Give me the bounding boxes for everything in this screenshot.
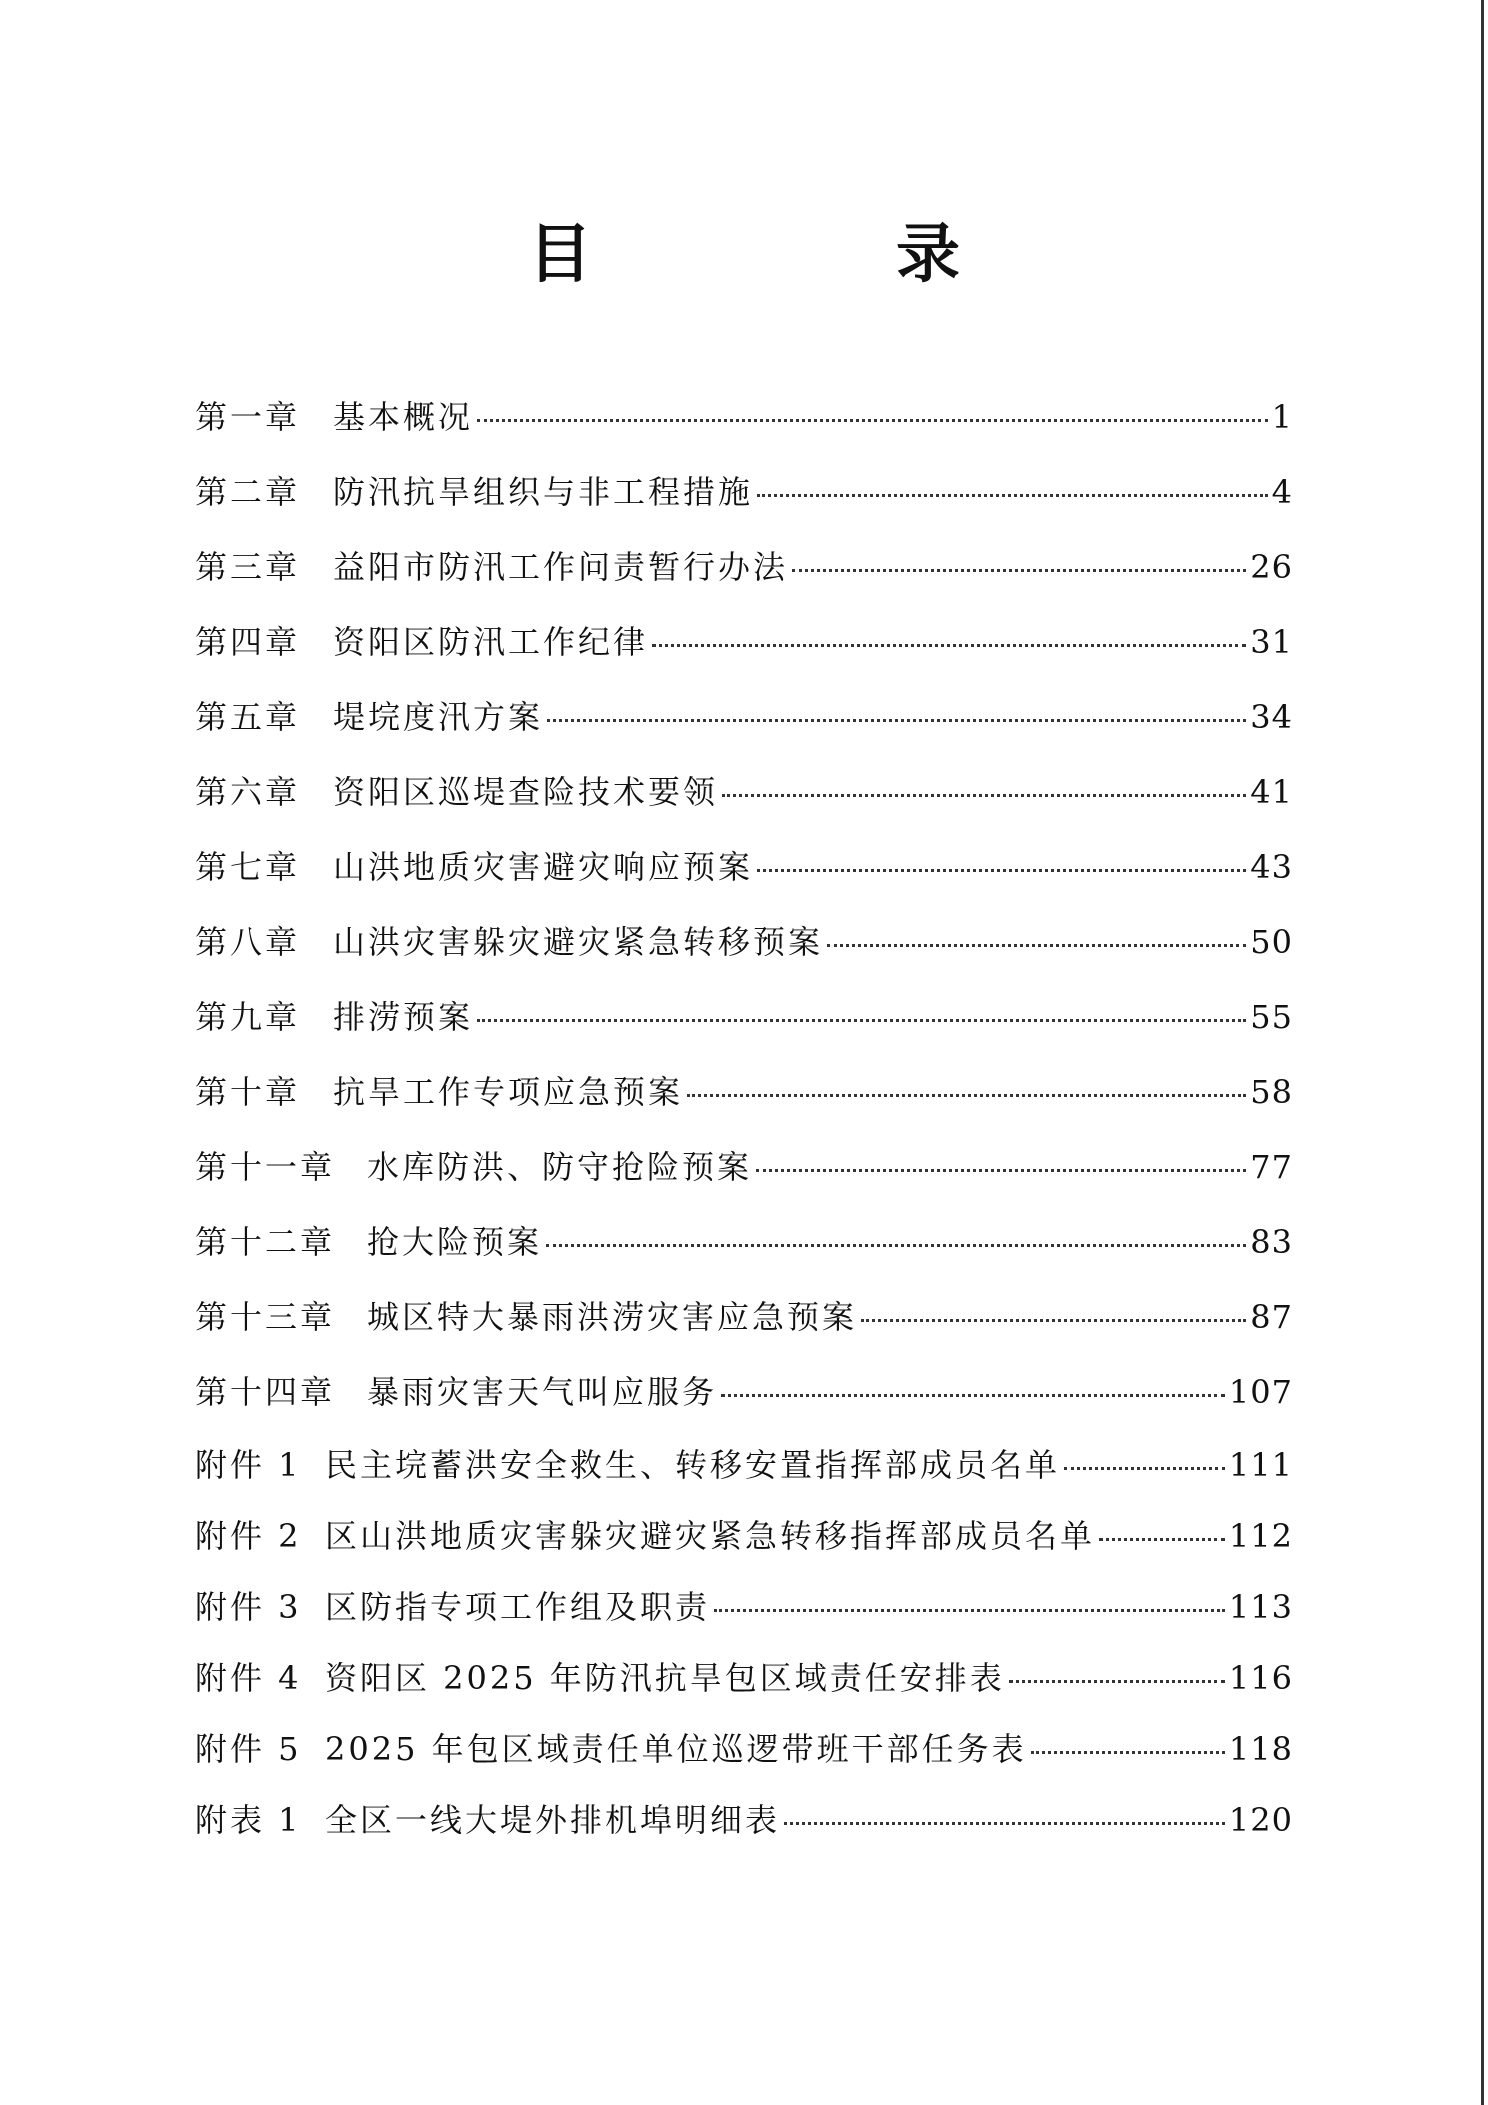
toc-entry-page: 31 (1250, 623, 1293, 661)
toc-entry-number: 第九章 (195, 998, 301, 1036)
toc-entry[interactable] (195, 1130, 1293, 1205)
toc-entry[interactable] (195, 605, 1293, 680)
toc-entry-page: 1 (1271, 398, 1293, 436)
toc-entry[interactable] (195, 380, 1293, 455)
dot-leader (861, 1319, 1246, 1322)
toc-entry-number: 第十一章 (195, 1148, 336, 1186)
toc-entry-page: 116 (1228, 1659, 1293, 1697)
toc-entry-page: 4 (1271, 473, 1293, 511)
toc-entry-number: 附件 1 (195, 1446, 302, 1484)
toc-entry-page: 55 (1250, 998, 1293, 1036)
toc-entry-title: 水库防洪、防守抢险预案 (367, 1148, 753, 1186)
toc-entry-number: 第六章 (195, 773, 301, 811)
toc-entry-number: 第十章 (195, 1073, 301, 1111)
toc-entry[interactable] (195, 1205, 1293, 1280)
dot-leader (477, 1019, 1246, 1022)
toc-entry-page: 107 (1228, 1373, 1293, 1411)
toc-entry-title: 山洪地质灾害避灾响应预案 (333, 848, 754, 886)
dot-leader (687, 1094, 1246, 1097)
toc-appendix-entry[interactable] (195, 1572, 1293, 1643)
toc-entry-page: 43 (1250, 848, 1293, 886)
toc-entry[interactable] (195, 680, 1293, 755)
toc-entry-title: 2025 年包区域责任单位巡逻带班干部任务表 (325, 1730, 1027, 1768)
dot-leader (792, 569, 1246, 572)
toc-entry-page: 120 (1228, 1801, 1293, 1839)
toc-appendix-entry[interactable] (195, 1714, 1293, 1785)
dot-leader (477, 419, 1268, 422)
toc-entry-title: 抗旱工作专项应急预案 (333, 1073, 684, 1111)
toc-entry-title: 暴雨灾害天气叫应服务 (367, 1373, 718, 1411)
dot-leader (547, 719, 1246, 722)
toc-entry-page: 113 (1228, 1588, 1293, 1626)
page-title: 目 录 (528, 217, 1080, 292)
dot-leader (714, 1609, 1225, 1612)
toc-entry-title: 益阳市防汛工作问责暂行办法 (333, 548, 789, 586)
toc-entry[interactable] (195, 905, 1293, 980)
page-edge-rule (1481, 0, 1484, 2105)
toc-entry-page: 87 (1250, 1298, 1293, 1336)
toc-entry-title: 山洪灾害躲灾避灾紧急转移预案 (333, 923, 824, 961)
toc-entry-title: 防汛抗旱组织与非工程措施 (333, 473, 754, 511)
toc-entry-number: 第一章 (195, 398, 301, 436)
toc-appendix-entry[interactable] (195, 1643, 1293, 1714)
toc-entry-number: 第十三章 (195, 1298, 336, 1336)
toc-appendix-entry[interactable] (195, 1785, 1293, 1856)
toc-entry-number: 第七章 (195, 848, 301, 886)
toc-entry-title: 排涝预案 (333, 998, 474, 1036)
toc-entry-page: 34 (1250, 698, 1293, 736)
toc-entry-title: 堤垸度汛方案 (333, 698, 544, 736)
toc-entry[interactable] (195, 1280, 1293, 1355)
toc-entry-title: 全区一线大堤外排机埠明细表 (325, 1801, 781, 1839)
dot-leader (1009, 1680, 1225, 1683)
toc-entry[interactable] (195, 1055, 1293, 1130)
toc-entry-number: 附件 4 (195, 1659, 302, 1697)
toc-entry-number: 第十二章 (195, 1223, 336, 1261)
toc-entry-title: 城区特大暴雨洪涝灾害应急预案 (367, 1298, 858, 1336)
toc-entry[interactable] (195, 980, 1293, 1055)
dot-leader (546, 1244, 1246, 1247)
dot-leader (757, 869, 1246, 872)
toc-entry-title: 区山洪地质灾害躲灾避灾紧急转移指挥部成员名单 (325, 1517, 1096, 1555)
toc-entry-page: 118 (1228, 1730, 1293, 1768)
toc-entry[interactable] (195, 455, 1293, 530)
dot-leader (1031, 1751, 1225, 1754)
toc-entry-title: 抢大险预案 (367, 1223, 543, 1261)
toc-entry-number: 附件 2 (195, 1517, 302, 1555)
toc-entry-title: 资阳区 2025 年防汛抗旱包区域责任安排表 (325, 1659, 1005, 1697)
toc-entry-number: 第十四章 (195, 1373, 336, 1411)
toc-entry[interactable] (195, 830, 1293, 905)
dot-leader (1064, 1467, 1225, 1470)
dot-leader (652, 644, 1246, 647)
toc-entry-title: 民主垸蓄洪安全救生、转移安置指挥部成员名单 (325, 1446, 1061, 1484)
toc-entry[interactable] (195, 530, 1293, 605)
dot-leader (721, 1394, 1225, 1397)
toc-entry-number: 附件 5 (195, 1730, 302, 1768)
toc-appendix-entry[interactable] (195, 1501, 1293, 1572)
toc-entry-title: 资阳区防汛工作纪律 (333, 623, 649, 661)
dot-leader (756, 1169, 1246, 1172)
toc-entry-number: 附表 1 (195, 1801, 302, 1839)
toc-entry[interactable] (195, 755, 1293, 830)
dot-leader (827, 944, 1246, 947)
toc-entry[interactable] (195, 1355, 1293, 1430)
dot-leader (784, 1822, 1225, 1825)
dot-leader (1099, 1538, 1225, 1541)
toc-entry-page: 50 (1250, 923, 1293, 961)
toc-entry-number: 第三章 (195, 548, 301, 586)
toc-entry-number: 第八章 (195, 923, 301, 961)
table-of-contents (195, 380, 1293, 1856)
toc-entry-number: 附件 3 (195, 1588, 302, 1626)
toc-entry-title: 基本概况 (333, 398, 474, 436)
toc-entry-title: 区防指专项工作组及职责 (325, 1588, 711, 1626)
toc-entry-title: 资阳区巡堤查险技术要领 (333, 773, 719, 811)
toc-appendix-entry[interactable] (195, 1430, 1293, 1501)
toc-entry-page: 111 (1228, 1446, 1293, 1484)
toc-entry-number: 第四章 (195, 623, 301, 661)
dot-leader (722, 794, 1246, 797)
toc-entry-page: 83 (1250, 1223, 1293, 1261)
toc-entry-page: 112 (1228, 1517, 1293, 1555)
toc-entry-page: 58 (1250, 1073, 1293, 1111)
toc-entry-page: 41 (1250, 773, 1293, 811)
toc-entry-number: 第五章 (195, 698, 301, 736)
toc-entry-page: 77 (1250, 1148, 1293, 1186)
dot-leader (757, 494, 1268, 497)
toc-entry-number: 第二章 (195, 473, 301, 511)
toc-entry-page: 26 (1250, 548, 1293, 586)
